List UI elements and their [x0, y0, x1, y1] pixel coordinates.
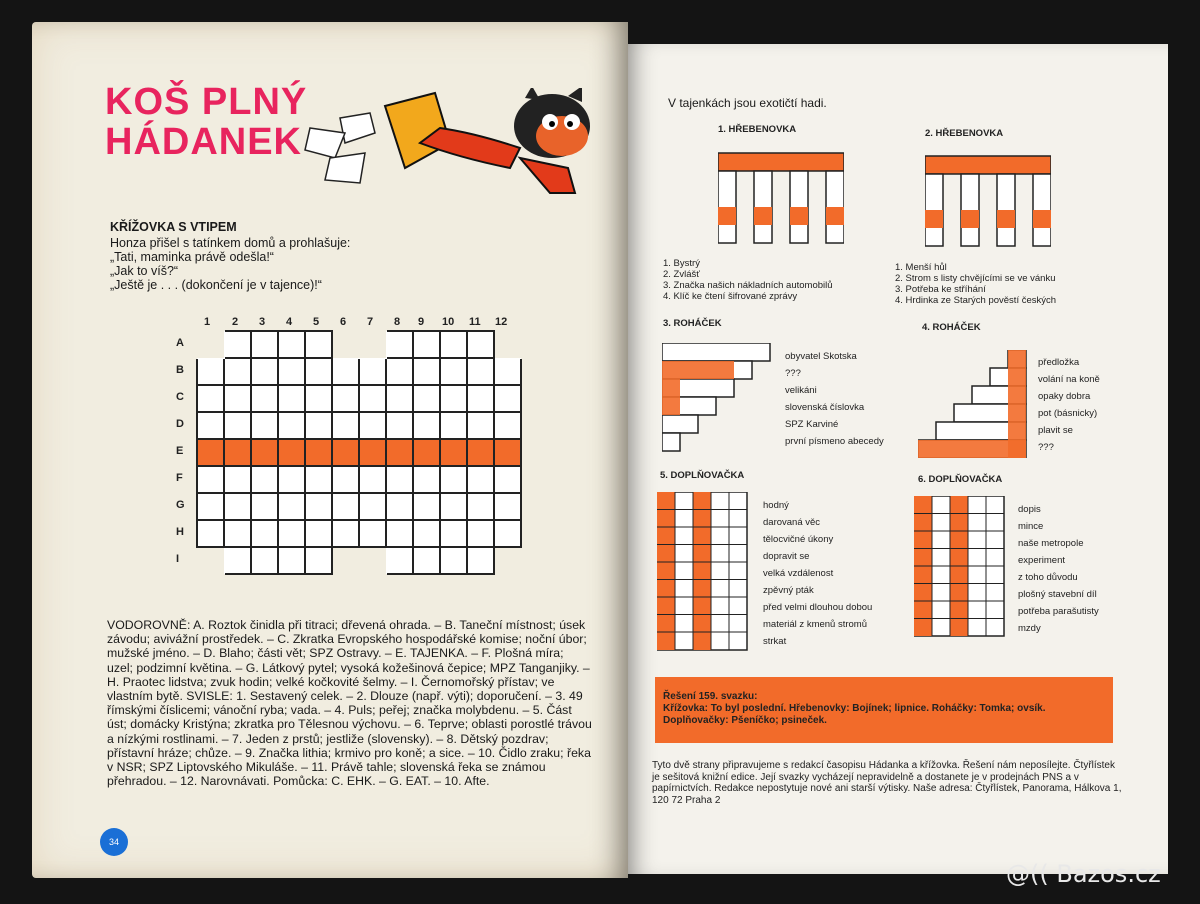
puzzle-title: 6. DOPLŇOVAČKA: [918, 474, 1003, 485]
grid-cell[interactable]: [467, 466, 494, 493]
grid-cell[interactable]: [440, 547, 467, 574]
grid-cell[interactable]: [251, 520, 278, 547]
grid-cell[interactable]: [359, 493, 386, 520]
solution-title: Řešení 159. svazku:: [663, 691, 758, 702]
right-page: [628, 44, 1168, 874]
grid-cell[interactable]: [332, 493, 359, 520]
clue: mince: [1018, 521, 1044, 532]
clue: pot (básnicky): [1038, 408, 1098, 419]
fill-in-grid-6[interactable]: [914, 496, 1006, 638]
tajenka-cell[interactable]: [494, 439, 521, 466]
watermark: @(( Bazos.cz: [1006, 860, 1161, 888]
grid-cell[interactable]: [467, 358, 494, 385]
solution-box: [655, 677, 1113, 743]
puzzle-title: 5. DOPLŇOVAČKA: [660, 470, 745, 481]
grid-cell[interactable]: [278, 493, 305, 520]
grid-cell[interactable]: [278, 385, 305, 412]
clue-text: VODOROVNĚ: A. Roztok činidla při titraci; dřevená ohrada. – B. Taneční místnost; úsek závodu; avivážní prostředek. – C. Zkratka Evropského hospodářské komise; noční úbor; mužské jméno. – D. Blaho; části vět; SPZ Ostravy. – E. TAJENKA. – F. Plošná míra; uzel; podzimní květina. – G. Látkový pytel; vysoká kožešinová čepice; MPZ Tanganjiky. – H. Praotec lidstva; zvuk hodin; velké kočkovité šelmy. – I. Černomořský přístav; ve vlastním bytě. SVISLE: 1. Sestavený celek. – 2. Dlouze (např. výti); doporučení. – 3. 49 římskými číslicemi; vánoční ryba; vada. – 4. Puls; peřej; značka molybdenu. – 5. Část úst; domácky Kristýna; zkratka pro Tělesnou výchovu. – 6. Teprve; oblasti porostlé trávou a nízkými rostlinami. – 7. Jeden z prstů; jestliže (slovensky). – 8. Dětský pozdrav; přístavní hráze; chůze. – 9. Značka lithia; krmivo pro koně; a sice. – 10. Čidlo zraku; řeka v NSR; SPZ Liptovského Mikuláše. – 11. Právě tahle; slovenská řeka se známou přehradou. – 12. Narovnávati. Pomůcka: C. EHK. – G. EAT. – 10. Afte.: [107, 618, 592, 789]
joke-line: Honza přišel s tatínkem domů a prohlašuje:: [110, 236, 351, 250]
clue: 3. Potřeba ke stříhání: [895, 284, 986, 295]
grid-cell[interactable]: [386, 520, 413, 547]
grid-cell[interactable]: [359, 412, 386, 439]
clue: materiál z kmenů stromů: [763, 619, 868, 630]
clue: velká vzdálenost: [763, 568, 834, 579]
joke-heading: KŘÍŽOVKA S VTIPEM: [110, 220, 237, 234]
column-number: 5: [313, 316, 320, 328]
grid-cell[interactable]: [224, 385, 251, 412]
grid-cell[interactable]: [278, 331, 305, 358]
page-title: KOŠ PLNÝ HÁDANEK: [105, 81, 308, 163]
tajenka-cell[interactable]: [305, 439, 332, 466]
page-number: 34: [108, 837, 119, 847]
column-number: 6: [340, 316, 347, 328]
grid-cell[interactable]: [332, 385, 359, 412]
grid-cell[interactable]: [305, 412, 332, 439]
clue: 1. Bystrý: [663, 258, 700, 269]
grid-cell[interactable]: [359, 520, 386, 547]
clue: experiment: [1018, 555, 1065, 566]
grid-cell[interactable]: [386, 358, 413, 385]
grid-cell[interactable]: [251, 466, 278, 493]
grid-cell[interactable]: [278, 412, 305, 439]
grid-cell[interactable]: [386, 412, 413, 439]
clover-icon: [100, 828, 128, 856]
clue: plošný stavební díl: [1018, 589, 1097, 600]
row-letter: E: [176, 445, 184, 457]
grid-cell[interactable]: [197, 412, 224, 439]
grid-cell[interactable]: [278, 520, 305, 547]
grid-cell[interactable]: [305, 331, 332, 358]
tajenka-cell[interactable]: [386, 439, 413, 466]
grid-cell[interactable]: [332, 520, 359, 547]
grid-cell[interactable]: [278, 466, 305, 493]
grid-cell[interactable]: [251, 493, 278, 520]
grid-cell[interactable]: [224, 358, 251, 385]
grid-cell[interactable]: [251, 412, 278, 439]
puzzle-title: 1. HŘEBENOVKA: [718, 124, 797, 135]
grid-cell[interactable]: [305, 358, 332, 385]
clue: 2. Zvlášť: [663, 269, 700, 280]
cat-illustration: [300, 88, 600, 198]
tajenka-cell[interactable]: [251, 439, 278, 466]
grid-cell[interactable]: [224, 412, 251, 439]
column-number: 11: [469, 316, 481, 328]
clue: SPZ Karviné: [785, 419, 839, 430]
grid-cell[interactable]: [224, 547, 251, 574]
clue: hodný: [763, 500, 789, 511]
grid-cell[interactable]: [413, 520, 440, 547]
grid-cell[interactable]: [197, 493, 224, 520]
clue: ???: [785, 368, 801, 379]
intro-text: V tajenkách jsou exotičtí hadi.: [668, 96, 827, 110]
grid-cell[interactable]: [251, 331, 278, 358]
clue: zpěvný pták: [763, 585, 814, 596]
row-letter: B: [176, 364, 184, 376]
grid-cell[interactable]: [413, 547, 440, 574]
grid-cell[interactable]: [440, 493, 467, 520]
staircase-grid-3[interactable]: [662, 343, 772, 455]
clue: první písmeno abecedy: [785, 436, 884, 447]
clue: velikáni: [785, 385, 817, 396]
grid-cell[interactable]: [440, 358, 467, 385]
clue: 4. Hrdinka ze Starých pověstí českých: [895, 295, 1057, 306]
row-letter: C: [176, 391, 184, 403]
grid-cell[interactable]: [467, 385, 494, 412]
grid-cell[interactable]: [440, 466, 467, 493]
clue: 1. Menší hůl: [895, 262, 947, 273]
clue: předložka: [1038, 357, 1080, 368]
grid-cell[interactable]: [440, 520, 467, 547]
comb-grid-2[interactable]: [925, 146, 1051, 250]
tajenka-cell[interactable]: [440, 439, 467, 466]
clue: volání na koně: [1038, 374, 1100, 385]
clue: strkat: [763, 636, 787, 647]
footer-note: Tyto dvě strany připravujeme s redakcí časopisu Hádanka a křížovka. Řešení nám neposílejte. Čtyřlístek je sešitová knižní edice. Její svazky vycházejí nepravidelně a dostanete je v prodejnách PNS a v papírnictvích. Redakce nepostytuje nové ani starší výtisky. Naše adresa: Čtyřlístek, Panorama, Hálkova 1, 120 72 Praha 2: [652, 760, 1122, 806]
grid-cell[interactable]: [278, 547, 305, 574]
grid-cell[interactable]: [440, 412, 467, 439]
staircase-grid-4[interactable]: [918, 350, 1028, 458]
grid-cell[interactable]: [197, 385, 224, 412]
tajenka-cell[interactable]: [467, 439, 494, 466]
crossword-grid[interactable]: [196, 330, 522, 575]
joke-line: „Ještě je . . . (dokončení je v tajence)!“: [110, 278, 322, 292]
clue: potřeba parašutisty: [1018, 606, 1099, 617]
grid-cell[interactable]: [305, 520, 332, 547]
column-number: 8: [394, 316, 401, 328]
grid-cell[interactable]: [467, 331, 494, 358]
puzzle-title: 2. HŘEBENOVKA: [925, 128, 1004, 139]
grid-cell[interactable]: [386, 493, 413, 520]
grid-cell[interactable]: [224, 493, 251, 520]
grid-cell[interactable]: [494, 385, 521, 412]
grid-cell[interactable]: [413, 466, 440, 493]
grid-cell[interactable]: [386, 547, 413, 574]
grid-cell[interactable]: [494, 412, 521, 439]
grid-cell[interactable]: [197, 466, 224, 493]
solution-text: Křížovka: To byl poslední. Hřebenovky: Bojínek; lipnice. Roháčky: Tomka; ovsík. Doplňovačky: Pšeníčko; psineček.: [663, 703, 1046, 726]
tajenka-cell[interactable]: [224, 439, 251, 466]
grid-cell[interactable]: [251, 358, 278, 385]
grid-cell[interactable]: [305, 466, 332, 493]
row-letter: D: [176, 418, 184, 430]
clue: plavit se: [1038, 425, 1073, 436]
grid-cell[interactable]: [386, 331, 413, 358]
grid-cell[interactable]: [305, 547, 332, 574]
grid-cell[interactable]: [251, 385, 278, 412]
grid-cell[interactable]: [197, 358, 224, 385]
row-letter: I: [176, 553, 180, 565]
grid-cell[interactable]: [224, 520, 251, 547]
clue: opaky dobra: [1038, 391, 1091, 402]
cat-icon: [420, 88, 590, 193]
tajenka-cell[interactable]: [413, 439, 440, 466]
clue: 2. Strom s listy chvějícími se ve vánku: [895, 273, 1056, 284]
column-number: 4: [286, 316, 293, 328]
grid-cell[interactable]: [305, 493, 332, 520]
grid-cell[interactable]: [251, 547, 278, 574]
grid-cell[interactable]: [467, 547, 494, 574]
row-letter: H: [176, 526, 184, 538]
column-number: 3: [259, 316, 266, 328]
grid-cell[interactable]: [386, 385, 413, 412]
joke-line: „Tati, maminka právě odešla!“: [110, 250, 274, 264]
grid-cell[interactable]: [467, 493, 494, 520]
column-number: 9: [418, 316, 425, 328]
clue: dopis: [1018, 504, 1041, 515]
grid-cell[interactable]: [278, 358, 305, 385]
grid-cell[interactable]: [413, 493, 440, 520]
column-number: 2: [232, 316, 239, 328]
grid-cell[interactable]: [386, 466, 413, 493]
grid-cell[interactable]: [359, 358, 386, 385]
grid-cell[interactable]: [224, 466, 251, 493]
column-number: 12: [495, 316, 508, 328]
row-letter: F: [176, 472, 183, 484]
clue: dopravit se: [763, 551, 810, 562]
grid-cell[interactable]: [440, 331, 467, 358]
grid-cell[interactable]: [413, 331, 440, 358]
clue: z toho důvodu: [1018, 572, 1078, 583]
clue: před velmi dlouhou dobou: [763, 602, 873, 613]
grid-cell[interactable]: [494, 493, 521, 520]
fill-in-grid-5[interactable]: [657, 492, 749, 652]
clue: tělocvičné úkony: [763, 534, 834, 545]
grid-cell[interactable]: [494, 520, 521, 547]
grid-cell[interactable]: [359, 385, 386, 412]
row-letter: G: [176, 499, 185, 511]
puzzle-title: 3. ROHÁČEK: [663, 318, 722, 329]
grid-cell[interactable]: [494, 466, 521, 493]
clue: naše metropole: [1018, 538, 1084, 549]
column-number: 10: [442, 316, 455, 328]
clue: mzdy: [1018, 623, 1041, 634]
comb-grid-1[interactable]: [718, 143, 844, 247]
puzzle-title: 4. ROHÁČEK: [922, 322, 981, 333]
grid-cell[interactable]: [467, 412, 494, 439]
grid-cell[interactable]: [224, 331, 251, 358]
tajenka-cell[interactable]: [332, 439, 359, 466]
row-letter: A: [176, 337, 184, 349]
grid-cell[interactable]: [359, 466, 386, 493]
joke-line: „Jak to víš?“: [110, 264, 179, 278]
grid-cell[interactable]: [440, 385, 467, 412]
tajenka-cell[interactable]: [359, 439, 386, 466]
grid-cell[interactable]: [197, 520, 224, 547]
column-number: 1: [204, 316, 211, 328]
tajenka-cell[interactable]: [278, 439, 305, 466]
clue: obyvatel Skotska: [785, 351, 857, 362]
grid-cell[interactable]: [413, 412, 440, 439]
clue: darovaná věc: [763, 517, 821, 528]
clue: 3. Značka našich nákladních automobilů: [663, 280, 833, 291]
grid-cell[interactable]: [413, 385, 440, 412]
clue: 4. Klíč ke čtení šifrované zprávy: [663, 291, 798, 302]
tajenka-cell[interactable]: [197, 439, 224, 466]
grid-cell[interactable]: [413, 358, 440, 385]
clue: ???: [1038, 442, 1054, 453]
grid-cell[interactable]: [332, 412, 359, 439]
grid-cell[interactable]: [332, 466, 359, 493]
clue: slovenská číslovka: [785, 402, 865, 413]
grid-cell[interactable]: [332, 358, 359, 385]
grid-cell[interactable]: [467, 520, 494, 547]
grid-cell[interactable]: [305, 385, 332, 412]
grid-cell[interactable]: [494, 358, 521, 385]
column-number: 7: [367, 316, 374, 328]
